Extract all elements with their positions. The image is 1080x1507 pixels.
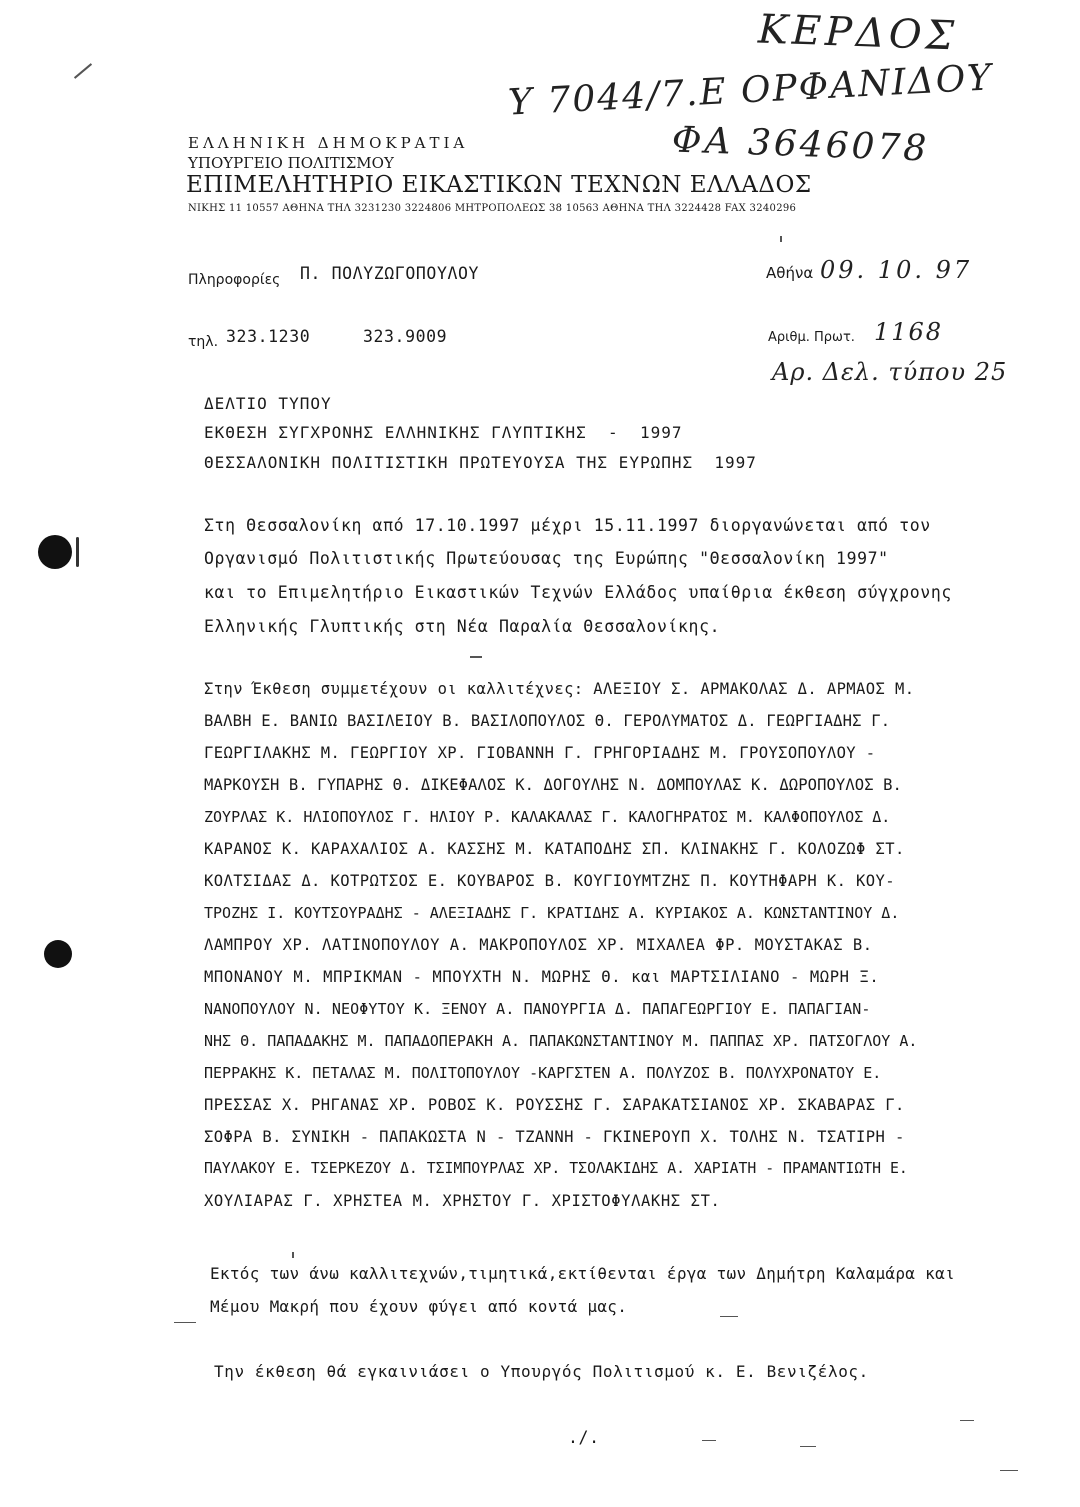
artists-line: ΠΡΕΣΣΑΣ Χ. ΡΗΓΑΝΑΣ ΧΡ. ΡΟΒΟΣ Κ. ΡΟΥΣΣΗΣ Γ. ΣΑΡΑΚΑΤΣΙΑΝΟΣ ΧΡ. ΣΚΑΒΑΡΑΣ Γ. bbox=[204, 1096, 905, 1114]
artists-line: ΠΕΡΡΑΚΗΣ Κ. ΠΕΤΑΛΑΣ Μ. ΠΟΛΙΤΟΠΟΥΛΟΥ -ΚΑΡΓΣΤΕΝ Α. ΠΟΛΥΖΟΣ Β. ΠΟΛΥΧΡΟΝΑΤΟΥ Ε. bbox=[204, 1064, 882, 1082]
info-value: Π. ΠΟΛΥΖΩΓΟΠΟΥΛΟΥ bbox=[300, 264, 480, 283]
artists-line: ΧΟΥΛΙΑΡΑΣ Γ. ΧΡΗΣΤΕΑ Μ. ΧΡΗΣΤΟΥ Γ. ΧΡΙΣΤΟΦΥΛΑΚΗΣ ΣΤ. bbox=[204, 1192, 721, 1210]
letterhead-chamber: ΕΠΙΜΕΛΗΤΗΡΙΟ ΕΙΚΑΣΤΙΚΩΝ ΤΕΧΝΩΝ ΕΛΛΑΔΟΣ bbox=[186, 172, 812, 198]
artists-line: ΓΕΩΡΓΙΛΑΚΗΣ Μ. ΓΕΩΡΓΙΟΥ ΧΡ. ΓΙΟΒΑΝΝΗ Γ. ΓΡΗΓΟΡΙΑΔΗΣ Μ. ΓΡΟΥΣΟΠΟΥΛΟΥ - bbox=[204, 744, 876, 762]
artists-line: ΚΑΡΑΝΟΣ Κ. ΚΑΡΑΧΑΛΙΟΣ Α. ΚΑΣΣΗΣ Μ. ΚΑΤΑΠΟΔΗΣ ΣΠ. ΚΛΙΝΑΚΗΣ Γ. ΚΟΛΟΖΩΦ ΣΤ. bbox=[204, 840, 905, 858]
scan-speck bbox=[800, 1446, 816, 1447]
city-label: Αθήνα bbox=[766, 264, 814, 282]
scan-speck bbox=[702, 1440, 716, 1441]
artists-line: ΒΑΛΒΗ Ε. ΒΑΝΙΩ ΒΑΣΙΛΕΙΟΥ Β. ΒΑΣΙΛΟΠΟΥΛΟΣ Θ. ΓΕΡΟΛΥΜΑΤΟΣ Δ. ΓΕΩΡΓΙΑΔΗΣ Γ. bbox=[204, 712, 891, 730]
handwritten-file-number: ΦΑ 3646078 bbox=[671, 119, 930, 170]
letterhead-ministry: ΥΠΟΥΡΓΕΙΟ ΠΟΛΙΤΙΣΜΟΥ bbox=[188, 154, 394, 172]
artists-line: ΝΑΝΟΠΟΥΛΟΥ Ν. ΝΕΟΦΥΤΟΥ Κ. ΞΕΝΟΥ Α. ΠΑΝΟΥΡΓΙΑ Δ. ΠΑΠΑΓΕΩΡΓΙΟΥ Ε. ΠΑΠΑΓΙΑΝ- bbox=[204, 1000, 871, 1018]
paragraph-intro-line-4: Ελληνικής Γλυπτικής στη Νέα Παραλία Θεσσαλονίκης. bbox=[204, 617, 721, 636]
artists-line: ΜΑΡΚΟΥΣΗ Β. ΓΥΠΑΡΗΣ Θ. ΔΙΚΕΦΑΛΟΣ Κ. ΔΟΓΟΥΛΗΣ Ν. ΔΟΜΠΟΥΛΑΣ Κ. ΔΩΡΟΠΟΥΛΟΣ Β. bbox=[204, 776, 902, 794]
protocol-label: Αριθμ. Πρωτ. bbox=[768, 330, 855, 345]
handwritten-protocol: 1168 bbox=[874, 318, 944, 346]
paragraph-inauguration: Την έκθεση θά εγκαινιάσει ο Υπουργός Πολιτισμού κ. Ε. Βενιζέλος. bbox=[214, 1362, 869, 1381]
artists-line: ΝΗΣ Θ. ΠΑΠΑΔΑΚΗΣ Μ. ΠΑΠΑΔΟΠΕΡΑΚΗ Α. ΠΑΠΑΚΩΝΣΤΑΝΤΙΝΟΥ Μ. ΠΑΠΠΑΣ ΧΡ. ΠΑΤΣΟΓΛΟΥ Α. bbox=[204, 1032, 918, 1050]
scan-speck bbox=[76, 537, 79, 567]
handwritten-reference: Υ 7044/7.Ε ΟΡΦΑΝΙΔΟΥ bbox=[507, 57, 995, 124]
tel-label: τηλ. bbox=[188, 334, 219, 350]
press-release-title: ΔΕΛΤΙΟ ΤΥΠΟΥ bbox=[204, 394, 332, 413]
tel-values: 323.1230 323.9009 bbox=[226, 327, 448, 346]
scan-speck bbox=[74, 63, 92, 79]
artists-line: ΖΟΥΡΛΑΣ Κ. ΗΛΙΟΠΟΥΛΟΣ Γ. ΗΛΙΟΥ Ρ. ΚΑΛΑΚΑΛΑΣ Γ. ΚΑΛΟΓΗΡΑΤΟΣ Μ. ΚΑΛΦΟΠΟΥΛΟΣ Δ. bbox=[204, 808, 891, 826]
paragraph-honorary-line-1: Εκτός των άνω καλλιτεχνών,τιμητικά,εκτίθενται έργα των Δημήτρη Καλαμάρα και bbox=[210, 1264, 955, 1283]
letterhead-addresses: ΝΙΚΗΣ 11 10557 ΑΘΗΝΑ ΤΗΛ 3231230 3224806 ΜΗΤΡΟΠΟΛΕΩΣ 38 10563 ΑΘΗΝΑ ΤΗΛ 3224428 FAX 3240296 bbox=[188, 203, 797, 214]
handwritten-date: 09. 10. 97 bbox=[820, 256, 973, 284]
paragraph-honorary-line-2: Μέμου Μακρή που έχουν φύγει από κοντά μας. bbox=[210, 1297, 628, 1316]
artists-line: ΛΑΜΠΡΟΥ ΧΡ. ΛΑΤΙΝΟΠΟΥΛΟΥ Α. ΜΑΚΡΟΠΟΥΛΟΣ ΧΡ. ΜΙΧΑΛΕΑ ΦΡ. ΜΟΥΣΤΑΚΑΣ Β. bbox=[204, 936, 873, 954]
scan-speck bbox=[470, 656, 482, 658]
scan-speck bbox=[174, 1322, 196, 1323]
paragraph-intro-line-2: Οργανισμό Πολιτιστικής Πρωτεύουσας της Ευρώπης "Θεσσαλονίκη 1997" bbox=[204, 549, 889, 568]
binder-hole-middle bbox=[44, 940, 72, 968]
handwritten-press-note: Αρ. Δελ. τύπου 25 bbox=[772, 358, 1008, 386]
paragraph-intro-line-1: Στη Θεσσαλονίκη από 17.10.1997 μέχρι 15.11.1997 διοργανώνεται από τον bbox=[204, 516, 931, 535]
binder-hole-top bbox=[38, 535, 72, 569]
scan-speck bbox=[960, 1420, 974, 1421]
scan-speck bbox=[720, 1316, 738, 1317]
page-continuation-mark: ./. bbox=[568, 1428, 600, 1447]
scan-speck bbox=[292, 1252, 294, 1258]
scan-speck bbox=[1000, 1470, 1018, 1471]
artists-line: ΠΑΥΛΑΚΟΥ Ε. ΤΣΕΡΚΕΖΟΥ Δ. ΤΣΙΜΠΟΥΡΛΑΣ ΧΡ. ΤΣΟΛΑΚΙΔΗΣ Α. ΧΑΡΙΑΤΗ - ΠΡΑΜΑΝΤΙΩΤΗ Ε. bbox=[204, 1160, 908, 1177]
cultural-capital-title: ΘΕΣΣΑΛΟΝΙΚΗ ΠΟΛΙΤΙΣΤΙΚΗ ΠΡΩΤΕΥΟΥΣΑ ΤΗΣ ΕΥΡΩΠΗΣ 1997 bbox=[204, 453, 757, 472]
letterhead-republic: ΕΛΛΗΝΙΚΗ ΔΗΜΟΚΡΑΤΙΑ bbox=[188, 134, 469, 152]
artists-line: ΜΠΟΝΑΝΟΥ Μ. ΜΠΡΙΚΜΑΝ - ΜΠΟΥΧΤΗ Ν. ΜΩΡΗΣ Θ. και ΜΑΡΤΣΙΛΙΑΝΟ - ΜΩΡΗ Ξ. bbox=[204, 968, 880, 986]
paragraph-intro-line-3: και το Επιμελητήριο Εικαστικών Τεχνών Ελλάδος υπαίθρια έκθεση σύγχρονης bbox=[204, 583, 952, 602]
scan-speck bbox=[780, 236, 782, 242]
artists-line: ΚΟΛΤΣΙΔΑΣ Δ. ΚΟΤΡΩΤΣΟΣ Ε. ΚΟΥΒΑΡΟΣ Β. ΚΟΥΓΙΟΥΜΤΖΗΣ Π. ΚΟΥΤΗΦΑΡΗ Κ. ΚΟΥ- bbox=[204, 872, 895, 890]
artists-line: ΤΡΟΖΗΣ Ι. ΚΟΥΤΣΟΥΡΑΔΗΣ - ΑΛΕΞΙΑΔΗΣ Γ. ΚΡΑΤΙΔΗΣ Α. ΚΥΡΙΑΚΟΣ Α. ΚΩΝΣΤΑΝΤΙΝΟΥ Δ. bbox=[204, 904, 900, 922]
exhibition-title: ΕΚΘΕΣΗ ΣΥΓΧΡΟΝΗΣ ΕΛΛΗΝΙΚΗΣ ΓΛΥΠΤΙΚΗΣ - 1997 bbox=[204, 423, 683, 442]
artists-line: Στην Έκθεση συμμετέχουν οι καλλιτέχνες: ΑΛΕΞΙΟΥ Σ. ΑΡΜΑΚΟΛΑΣ Δ. ΑΡΜΑΟΣ Μ. bbox=[204, 680, 915, 698]
info-label: Πληροφορίες bbox=[188, 272, 281, 288]
handwritten-title: ΚΕΡΔΟΣ bbox=[757, 6, 959, 60]
artists-line: ΣΟΦΡΑ Β. ΣΥΝΙΚΗ - ΠΑΠΑΚΩΣΤΑ Ν - ΤΖΑΝΝΗ - ΓΚΙΝΕΡΟΥΠ Χ. ΤΟΛΗΣ Ν. ΤΣΑΤΙΡΗ - bbox=[204, 1128, 905, 1146]
